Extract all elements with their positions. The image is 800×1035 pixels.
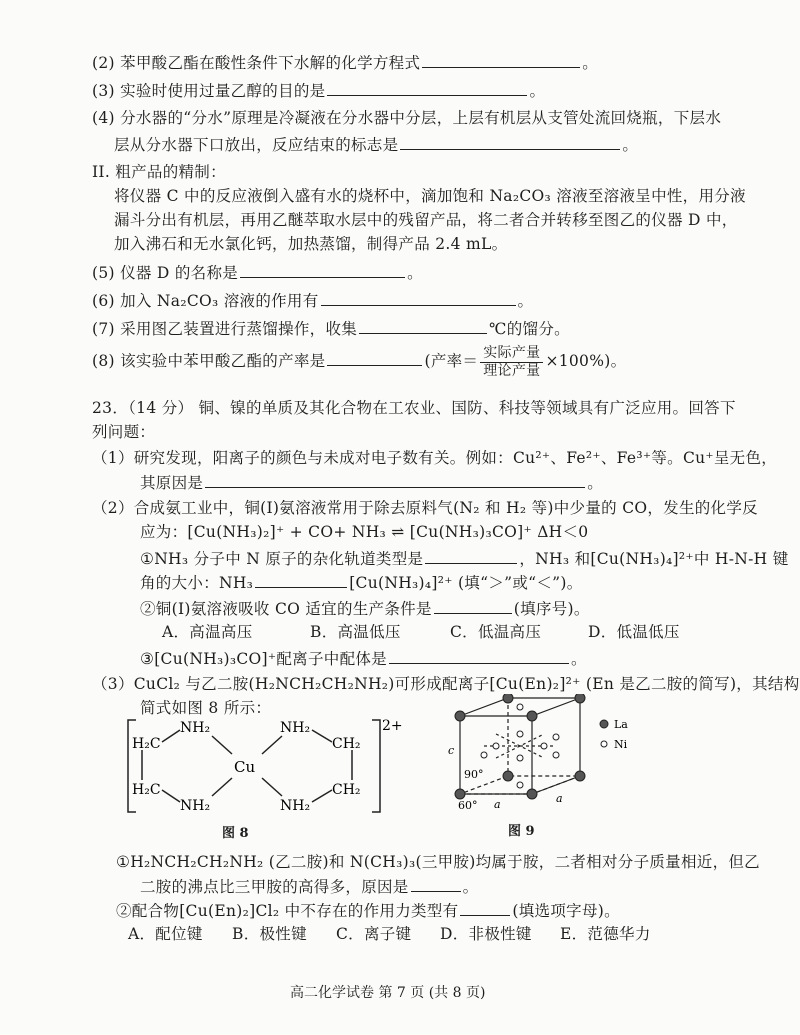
page-footer: 高二化学试卷 第 7 页 (共 8 页)	[290, 985, 486, 1001]
option-a-bond: A．配位键	[128, 925, 203, 943]
answer-blank-ligand[interactable]	[389, 648, 569, 664]
question-23-heading-2: 列问题：	[92, 423, 156, 441]
fig8-nh2-bottom-right: NH₂	[280, 798, 311, 814]
question-3-text: (3) 实验时使用过量乙醇的目的是	[92, 82, 326, 100]
fig9-label-60: 60°	[458, 799, 478, 812]
question-2-line: (2) 苯甲酸乙酯在酸性条件下水解的化学方程式 。	[92, 54, 599, 72]
q23-3-2-line: ②配合物[Cu(En)₂]Cl₂ 中不存在的作用力类型有 (填选项字母)。	[116, 902, 620, 920]
q23-1-line-1: （1）研究发现，阳离子的颜色与未成对电子数有关。例如：Cu²⁺、Fe²⁺、Fe³⁺等。Cu⁺呈无色，	[92, 449, 778, 467]
legend-la: La	[614, 718, 628, 731]
fig9-label-c: c	[448, 744, 455, 757]
question-4-line-1: (4) 分水器的“分水”原理是冷凝液在分水器中分层，上层有机层从支管处流回烧瓶，下层水	[92, 109, 722, 127]
question-5-line: (5) 仪器 D 的名称是 。	[92, 264, 423, 282]
q23-3-1-line-2: 二胺的沸点比三甲胺的高得多，原因是 。	[140, 878, 479, 896]
option-e-bond: E．范德华力	[560, 925, 651, 943]
answer-blank-bond-angle[interactable]	[255, 572, 347, 588]
option-b-bond: B．极性键	[232, 925, 307, 943]
q23-2-equation: 应为：[Cu(NH₃)₂]⁺ + CO+ NH₃ ⇌ [Cu(NH₃)₃CO]⁺ ΔH＜0	[140, 523, 589, 541]
answer-blank-q2[interactable]	[422, 52, 580, 68]
q23-2-2-line: ②铜(I)氨溶液吸收 CO 适宜的生产条件是 (填序号)。	[140, 600, 590, 618]
q23-2-1-line-2: 角的大小：NH₃ [Cu(NH₃)₄]²⁺ (填“＞”或“＜”)。	[140, 574, 583, 592]
procedure-line-3: 加入沸石和无水氯化钙，加热蒸馏，制得产品 2.4 mL。	[114, 235, 508, 253]
answer-blank-q3[interactable]	[327, 80, 527, 96]
fig8-ch2-top-right: CH₂	[332, 736, 361, 752]
question-3-line: (3) 实验时使用过量乙醇的目的是 。	[92, 82, 546, 100]
fig8-nh2-bottom-left: NH₂	[180, 798, 211, 814]
answer-blank-hybridization[interactable]	[425, 548, 517, 564]
q23-2-3-line: ③[Cu(NH₃)₃CO]⁺配离子中配体是 。	[140, 650, 587, 668]
legend-ni-marker	[601, 741, 607, 747]
question-2-text: (2) 苯甲酸乙酯在酸性条件下水解的化学方程式	[92, 54, 421, 72]
q23-3-line-1: （3）CuCl₂ 与乙二胺(H₂NCH₂CH₂NH₂)可形成配离子[Cu(En)₂]²⁺ (En 是乙二胺的简写)，其结构	[92, 675, 800, 693]
option-c: C．低温高压	[450, 623, 542, 641]
question-23-heading: 23．（14 分） 铜、镍的单质及其化合物在工农业、国防、科技等领域具有广泛应用。回答下	[92, 399, 736, 417]
fig8-h2c-top-left: H₂C	[132, 736, 161, 752]
answer-blank-q8[interactable]	[327, 350, 422, 366]
answer-blank-q6[interactable]	[321, 290, 516, 306]
answer-blank-q7[interactable]	[359, 318, 487, 334]
question-4-line-2: 层从分水器下口放出，反应结束的标志是 。	[114, 136, 639, 154]
answer-blank-interaction[interactable]	[460, 900, 510, 916]
figure-8-caption: 图 8	[222, 826, 249, 841]
legend-ni: Ni	[614, 738, 628, 751]
q23-2-1-line-1: ①NH₃ 分子中 N 原子的杂化轨道类型是 ，NH₃ 和[Cu(NH₃)₄]²⁺中 H-N-H 键	[140, 550, 789, 568]
fig9-label-a1: a	[494, 798, 501, 811]
fig8-h2c-bottom-left: H₂C	[132, 782, 161, 798]
procedure-line-2: 漏斗分出有机层，再用乙醚萃取水层中的残留产品，将二者合并转移至图乙的仪器 D 中，	[114, 211, 738, 229]
fig8-nh2-top-left: NH₂	[180, 720, 211, 736]
fig8-cu-center: Cu	[234, 758, 256, 776]
fig8-charge: 2+	[382, 718, 403, 734]
option-c-bond: C．离子键	[336, 925, 412, 943]
question-6-line: (6) 加入 Na₂CO₃ 溶液的作用有 。	[92, 292, 534, 310]
answer-blank-q4[interactable]	[400, 134, 620, 150]
option-a: A．高温高压	[162, 623, 253, 641]
fig8-nh2-top-right: NH₂	[280, 720, 311, 736]
option-d-bond: D．非极性键	[440, 925, 532, 943]
answer-blank-conditions[interactable]	[434, 598, 512, 614]
figure-9-caption: 图 9	[508, 824, 535, 839]
section-ii-heading: II. 粗产品的精制：	[92, 163, 226, 181]
procedure-line-1: 将仪器 C 中的反应液倒入盛有水的烧杯中，滴加饱和 Na₂CO₃ 溶液至溶液呈中性，用分液	[114, 187, 746, 205]
q23-3-line-2: 简式如图 8 所示：	[140, 699, 272, 717]
q23-2-line-1: （2）合成氨工业中，铜(I)氨溶液常用于除去原料气(N₂ 和 H₂ 等)中少量的 CO，发生的化学反	[92, 499, 758, 517]
fig9-label-a2: a	[556, 792, 563, 805]
figure-8-structure	[120, 712, 410, 822]
fig8-ch2-bottom-right: CH₂	[332, 782, 361, 798]
answer-blank-q23-1[interactable]	[205, 472, 585, 488]
answer-blank-boiling-point[interactable]	[411, 876, 461, 892]
figure-9-crystal-cell	[440, 694, 640, 814]
option-d: D．低温低压	[588, 623, 680, 641]
yield-fraction: $\frac{\text{实际产量}}{\text{理论产量}}$	[480, 345, 543, 380]
legend-la-marker	[600, 720, 608, 728]
q23-1-line-2: 其原因是 。	[140, 474, 604, 492]
q23-3-1-line-1: ①H₂NCH₂CH₂NH₂ (乙二胺)和 N(CH₃)₃(三甲胺)均属于胺，二者相对分子质量相近，但乙	[116, 853, 760, 871]
question-7-line: (7) 采用图乙装置进行蒸馏操作，收集 ℃的馏分。	[92, 320, 570, 338]
option-b: B．高温低压	[310, 623, 401, 641]
question-8-line: (8) 该实验中苯甲酸乙酯的产率是 (产率＝ $\frac{\text{实际产量}}{\text{理论产量}}$ ×100%)。	[92, 344, 627, 379]
fig9-label-90: 90°	[464, 768, 484, 781]
answer-blank-q5[interactable]	[240, 262, 405, 278]
